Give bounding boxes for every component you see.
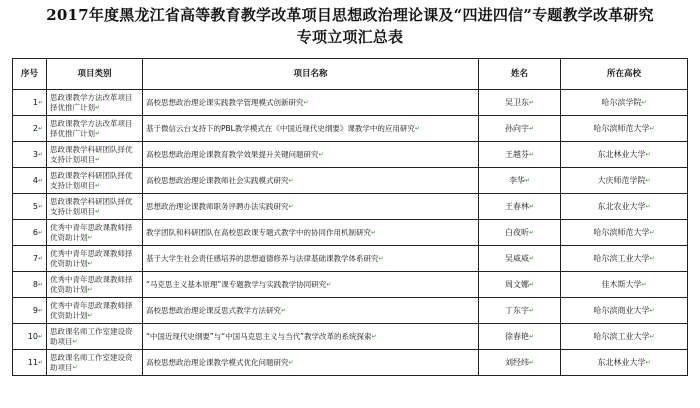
paragraph-mark-icon: ↵ xyxy=(37,99,43,106)
header-category: 项目类别 xyxy=(47,59,143,90)
table-row xyxy=(13,272,688,298)
paragraph-mark-icon: ↵ xyxy=(37,359,43,366)
row-number-cell xyxy=(13,246,47,272)
row-category-cell xyxy=(47,90,143,116)
paragraph-mark-icon: ↵ xyxy=(318,150,324,158)
row-person-cell xyxy=(479,116,561,142)
paragraph-mark-icon: ↵ xyxy=(528,229,535,236)
row-number: 2 xyxy=(32,124,38,133)
row-person: 白夜昕 xyxy=(504,228,529,237)
row-person-cell xyxy=(479,246,561,272)
row-person: 孙向宇 xyxy=(504,124,529,133)
paragraph-mark-icon: ↵ xyxy=(87,311,93,319)
paragraph-mark-icon: ↵ xyxy=(524,177,531,184)
paragraph-mark-icon: ↵ xyxy=(528,255,535,262)
row-number: 4 xyxy=(32,176,38,185)
row-person-cell xyxy=(479,90,561,116)
paragraph-mark-icon: ↵ xyxy=(378,254,384,262)
paragraph-mark-icon: ↵ xyxy=(371,332,377,340)
row-category: 思政课教学科研团队择优支持计划项目 xyxy=(50,170,133,190)
row-number: 3 xyxy=(32,150,38,159)
row-person: 吴卫东 xyxy=(504,98,529,107)
row-school-cell xyxy=(561,168,688,194)
paragraph-mark-icon: ↵ xyxy=(414,124,420,132)
row-number: 7 xyxy=(32,254,38,263)
table-row xyxy=(13,298,688,324)
row-number-cell xyxy=(13,194,47,220)
row-school: 哈尔滨师范大学 xyxy=(593,228,650,237)
row-category: 优秀中青年思政课教师择优资助计划 xyxy=(50,222,133,242)
row-number: 8 xyxy=(32,280,38,289)
table-row xyxy=(13,324,688,350)
paragraph-mark-icon: ↵ xyxy=(528,203,535,210)
row-person-cell xyxy=(479,168,561,194)
row-project-name-cell xyxy=(143,142,479,168)
row-school: 东北农业大学 xyxy=(597,202,646,211)
row-project-name: 教学团队和科研团队在高校思政课专题式教学中的协同作用机制研究 xyxy=(146,227,371,237)
row-number-cell xyxy=(13,220,47,246)
row-person: 李华 xyxy=(508,176,525,185)
row-person-cell xyxy=(479,272,561,298)
paragraph-mark-icon: ↵ xyxy=(95,207,101,215)
row-school-cell xyxy=(561,246,688,272)
row-category: 思政课教学方法改革项目择优推广计划 xyxy=(50,118,133,138)
table-header-row xyxy=(13,59,688,90)
header-school: 所在高校 xyxy=(561,59,688,90)
row-person-cell xyxy=(479,142,561,168)
paragraph-mark-icon: ↵ xyxy=(95,155,101,163)
paragraph-mark-icon: ↵ xyxy=(645,203,651,210)
row-project-name-cell xyxy=(143,90,479,116)
paragraph-mark-icon: ↵ xyxy=(641,281,647,288)
row-category-cell xyxy=(47,194,143,220)
row-school: 佳木斯大学 xyxy=(601,280,642,289)
paragraph-mark-icon: ↵ xyxy=(528,125,535,132)
table-row xyxy=(13,90,688,116)
paragraph-mark-icon: ↵ xyxy=(528,151,535,158)
paragraph-mark-icon: ↵ xyxy=(72,363,78,371)
paragraph-mark-icon: ↵ xyxy=(288,202,294,210)
paragraph-mark-icon: ↵ xyxy=(37,255,43,262)
row-project-name: 基于大学生社会责任感培养的思想道德修养与法律基础课教学体系研究 xyxy=(146,253,379,263)
row-project-name-cell xyxy=(143,168,479,194)
row-project-name: 高校思想政治理论课实践教学管理模式创新研究 xyxy=(146,97,304,107)
paragraph-mark-icon: ↵ xyxy=(95,129,101,137)
row-person: 徐春艳 xyxy=(504,332,529,341)
row-number-cell xyxy=(13,272,47,298)
row-person: 吴威威 xyxy=(504,254,529,263)
paragraph-mark-icon: ↵ xyxy=(645,151,651,158)
paragraph-mark-icon: ↵ xyxy=(288,176,294,184)
row-school-cell xyxy=(561,350,688,376)
row-person: 周文娜 xyxy=(504,280,529,289)
row-category: 思政课名师工作室建设资助项目 xyxy=(50,326,133,346)
paragraph-mark-icon: ↵ xyxy=(37,125,43,132)
row-category-cell xyxy=(47,298,143,324)
paragraph-mark-icon: ↵ xyxy=(37,333,43,340)
table-body xyxy=(13,90,688,376)
row-school-cell xyxy=(561,194,688,220)
row-school-cell xyxy=(561,220,688,246)
row-school: 东北林业大学 xyxy=(597,150,646,159)
paragraph-mark-icon: ↵ xyxy=(37,203,43,210)
table-row xyxy=(13,116,688,142)
row-school-cell xyxy=(561,298,688,324)
row-number: 6 xyxy=(32,228,38,237)
row-number-cell xyxy=(13,350,47,376)
table-row xyxy=(13,168,688,194)
row-category-cell xyxy=(47,168,143,194)
paragraph-mark-icon: ↵ xyxy=(326,280,332,288)
row-category-cell xyxy=(47,272,143,298)
row-school: 东北林业大学 xyxy=(597,358,646,367)
row-number-cell xyxy=(13,142,47,168)
row-number-cell xyxy=(13,90,47,116)
row-category: 思政课教学方法改革项目择优推广计划 xyxy=(50,92,133,112)
row-category: 思政课教学科研团队择优支持计划项目 xyxy=(50,144,133,164)
row-school: 哈尔滨商业大学 xyxy=(593,306,650,315)
row-school-cell xyxy=(561,272,688,298)
row-project-name-cell xyxy=(143,116,479,142)
row-project-name: 高校思想政治理论课教育教学效果提升关键问题研究 xyxy=(146,149,319,159)
paragraph-mark-icon: ↵ xyxy=(37,151,43,158)
row-number: 11 xyxy=(27,358,38,367)
row-person: 王越芬 xyxy=(504,150,529,159)
row-school-cell xyxy=(561,324,688,350)
row-school: 哈尔滨工业大学 xyxy=(593,332,650,341)
row-person: 刘经纬 xyxy=(504,358,529,367)
paragraph-mark-icon: ↵ xyxy=(371,228,377,236)
paragraph-mark-icon: ↵ xyxy=(87,259,93,267)
table-row xyxy=(13,350,688,376)
row-category: 优秀中青年思政课教师择优资助计划 xyxy=(50,248,133,268)
row-school: 哈尔滨工业大学 xyxy=(593,254,650,263)
row-project-name: 高校思想政治理论课反思式教学方法研究 xyxy=(146,305,281,315)
row-number-cell xyxy=(13,298,47,324)
row-project-name-cell xyxy=(143,324,479,350)
row-project-name-cell xyxy=(143,350,479,376)
row-number-cell xyxy=(13,116,47,142)
document-title xyxy=(0,4,700,48)
header-person: 姓名 xyxy=(479,59,561,90)
paragraph-mark-icon: ↵ xyxy=(645,359,651,366)
paragraph-mark-icon: ↵ xyxy=(528,359,535,366)
paragraph-mark-icon: ↵ xyxy=(641,99,647,106)
paragraph-mark-icon: ↵ xyxy=(649,333,655,340)
row-school: 大庆师范学院 xyxy=(597,176,646,185)
paragraph-mark-icon: ↵ xyxy=(37,177,43,184)
row-person: 王春林 xyxy=(504,202,529,211)
row-person: 丁东宇 xyxy=(504,306,529,315)
paragraph-mark-icon: ↵ xyxy=(528,281,535,288)
row-number: 5 xyxy=(32,202,38,211)
row-category: 优秀中青年思政课教师择优资助计划 xyxy=(50,274,133,294)
row-category: 思政课名师工作室建设资助项目 xyxy=(50,352,133,372)
row-school: 哈尔滨学院 xyxy=(601,98,642,107)
paragraph-mark-icon: ↵ xyxy=(87,285,93,293)
header-number: 序号 xyxy=(13,59,47,90)
row-project-name: “马克思主义基本原理”课专题教学与实践教学协同研究 xyxy=(146,279,327,289)
row-person-cell xyxy=(479,220,561,246)
table-row xyxy=(13,142,688,168)
row-number: 9 xyxy=(32,306,38,315)
paragraph-mark-icon: ↵ xyxy=(649,307,655,314)
paragraph-mark-icon: ↵ xyxy=(649,125,655,132)
row-category-cell xyxy=(47,220,143,246)
title-line-1: 2017年度黑龙江省高等教育教学改革项目思想政治理论课及“四进四信”专题教学改革研究 xyxy=(46,6,654,24)
paragraph-mark-icon: ↵ xyxy=(303,98,309,106)
paragraph-mark-icon: ↵ xyxy=(37,307,43,314)
row-category-cell xyxy=(47,350,143,376)
table-row xyxy=(13,220,688,246)
row-school-cell xyxy=(561,116,688,142)
row-project-name: 基于微信云台支持下的PBL教学模式在《中国近现代史纲要》课教学中的应用研究 xyxy=(146,123,415,133)
project-summary-table xyxy=(12,58,688,376)
paragraph-mark-icon: ↵ xyxy=(288,358,294,366)
row-category-cell xyxy=(47,246,143,272)
row-project-name-cell xyxy=(143,194,479,220)
row-school-cell xyxy=(561,90,688,116)
paragraph-mark-icon: ↵ xyxy=(281,306,287,314)
row-number: 1 xyxy=(32,98,38,107)
row-project-name: 高校思想政治理论课教师社会实践模式研究 xyxy=(146,175,289,185)
paragraph-mark-icon: ↵ xyxy=(528,333,535,340)
paragraph-mark-icon: ↵ xyxy=(649,255,655,262)
paragraph-mark-icon: ↵ xyxy=(87,233,93,241)
paragraph-mark-icon: ↵ xyxy=(72,337,78,345)
row-number-cell xyxy=(13,168,47,194)
row-project-name-cell xyxy=(143,272,479,298)
row-person-cell xyxy=(479,324,561,350)
header-project-name: 项目名称 xyxy=(143,59,479,90)
row-category-cell xyxy=(47,142,143,168)
paragraph-mark-icon: ↵ xyxy=(95,181,101,189)
paragraph-mark-icon: ↵ xyxy=(528,307,535,314)
row-project-name-cell xyxy=(143,246,479,272)
row-project-name-cell xyxy=(143,298,479,324)
title-line-2: 专项立项汇总表 xyxy=(296,28,404,46)
paragraph-mark-icon: ↵ xyxy=(37,229,43,236)
row-project-name: 思想政治理论课教师职务评聘办法实践研究 xyxy=(146,201,289,211)
paragraph-mark-icon: ↵ xyxy=(528,99,535,106)
row-person-cell xyxy=(479,194,561,220)
row-project-name: 高校思想政治理论课教学模式优化问题研究 xyxy=(146,357,289,367)
row-person-cell xyxy=(479,298,561,324)
table-row xyxy=(13,194,688,220)
row-category-cell xyxy=(47,324,143,350)
paragraph-mark-icon: ↵ xyxy=(95,103,101,111)
paragraph-mark-icon: ↵ xyxy=(649,229,655,236)
row-number: 10 xyxy=(27,332,38,341)
row-project-name: “中国近现代史纲要”与“中国马克思主义与当代”教学改革的系统探索 xyxy=(146,331,372,341)
row-project-name-cell xyxy=(143,220,479,246)
row-category-cell xyxy=(47,116,143,142)
row-number-cell xyxy=(13,324,47,350)
row-school-cell xyxy=(561,142,688,168)
row-person-cell xyxy=(479,350,561,376)
paragraph-mark-icon: ↵ xyxy=(645,177,651,184)
row-school: 哈尔滨师范大学 xyxy=(593,124,650,133)
row-category: 思政课教学科研团队择优支持计划项目 xyxy=(50,196,133,216)
table-row xyxy=(13,246,688,272)
row-category: 优秀中青年思政课教师择优资助计划 xyxy=(50,300,133,320)
paragraph-mark-icon: ↵ xyxy=(37,281,43,288)
